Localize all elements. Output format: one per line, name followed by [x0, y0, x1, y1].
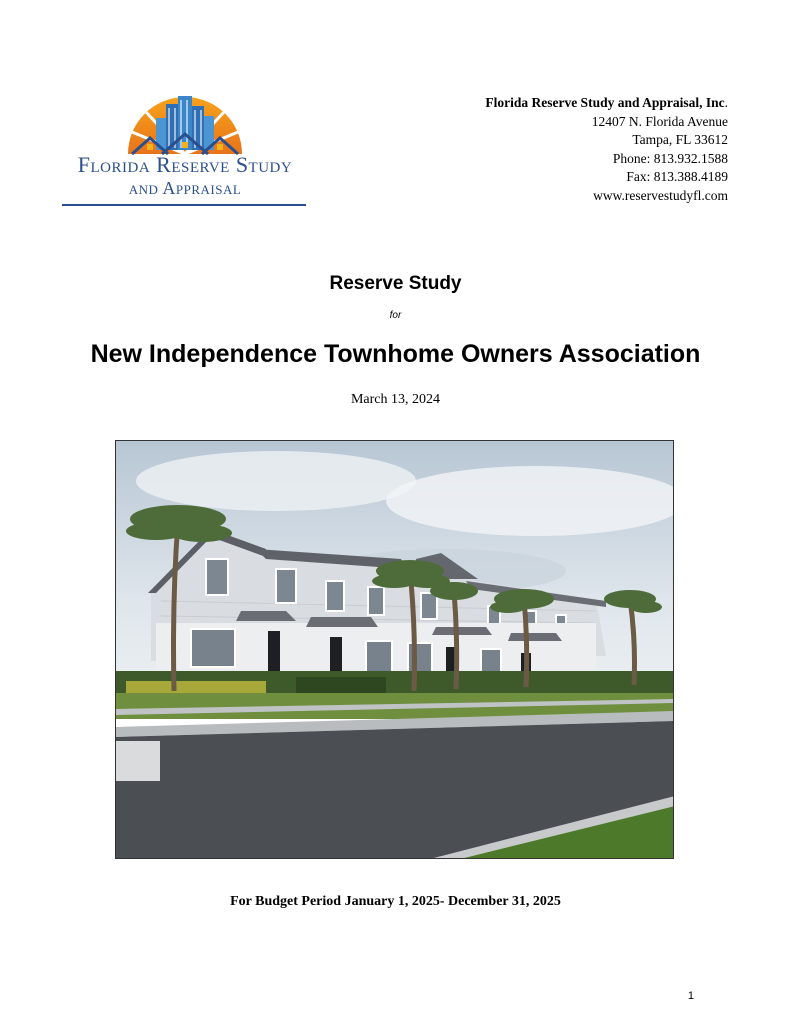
report-date: March 13, 2024: [350, 392, 441, 407]
company-city-state-zip: Tampa, FL 33612: [632, 132, 728, 147]
townhome-photo: [115, 440, 674, 859]
budget-period: For Budget Period January 1, 2025- December 31, 2025: [230, 894, 561, 909]
company-contact-block: [485, 94, 728, 205]
logo-line1: Florida Reserve Study: [77, 152, 293, 177]
company-address: 12407 N. Florida Avenue: [591, 113, 728, 129]
for-label: for: [389, 310, 402, 321]
company-phone: Phone: 813.932.1588: [612, 150, 728, 166]
association-name: New Independence Townhome Owners Association: [90, 340, 701, 368]
report-title: Reserve Study: [329, 273, 462, 294]
logo-line2: and Appraisal: [128, 178, 242, 198]
company-fax: Fax: 813.388.4189: [626, 169, 728, 184]
page-number: 1: [687, 990, 694, 1002]
logo-underline: [62, 204, 306, 206]
company-website: www.reservestudyfl.com: [593, 187, 728, 203]
logo-skyline-icon: [62, 96, 308, 156]
company-name: Florida Reserve Study and Appraisal, Inc.: [485, 95, 728, 110]
company-logo: [62, 96, 308, 208]
